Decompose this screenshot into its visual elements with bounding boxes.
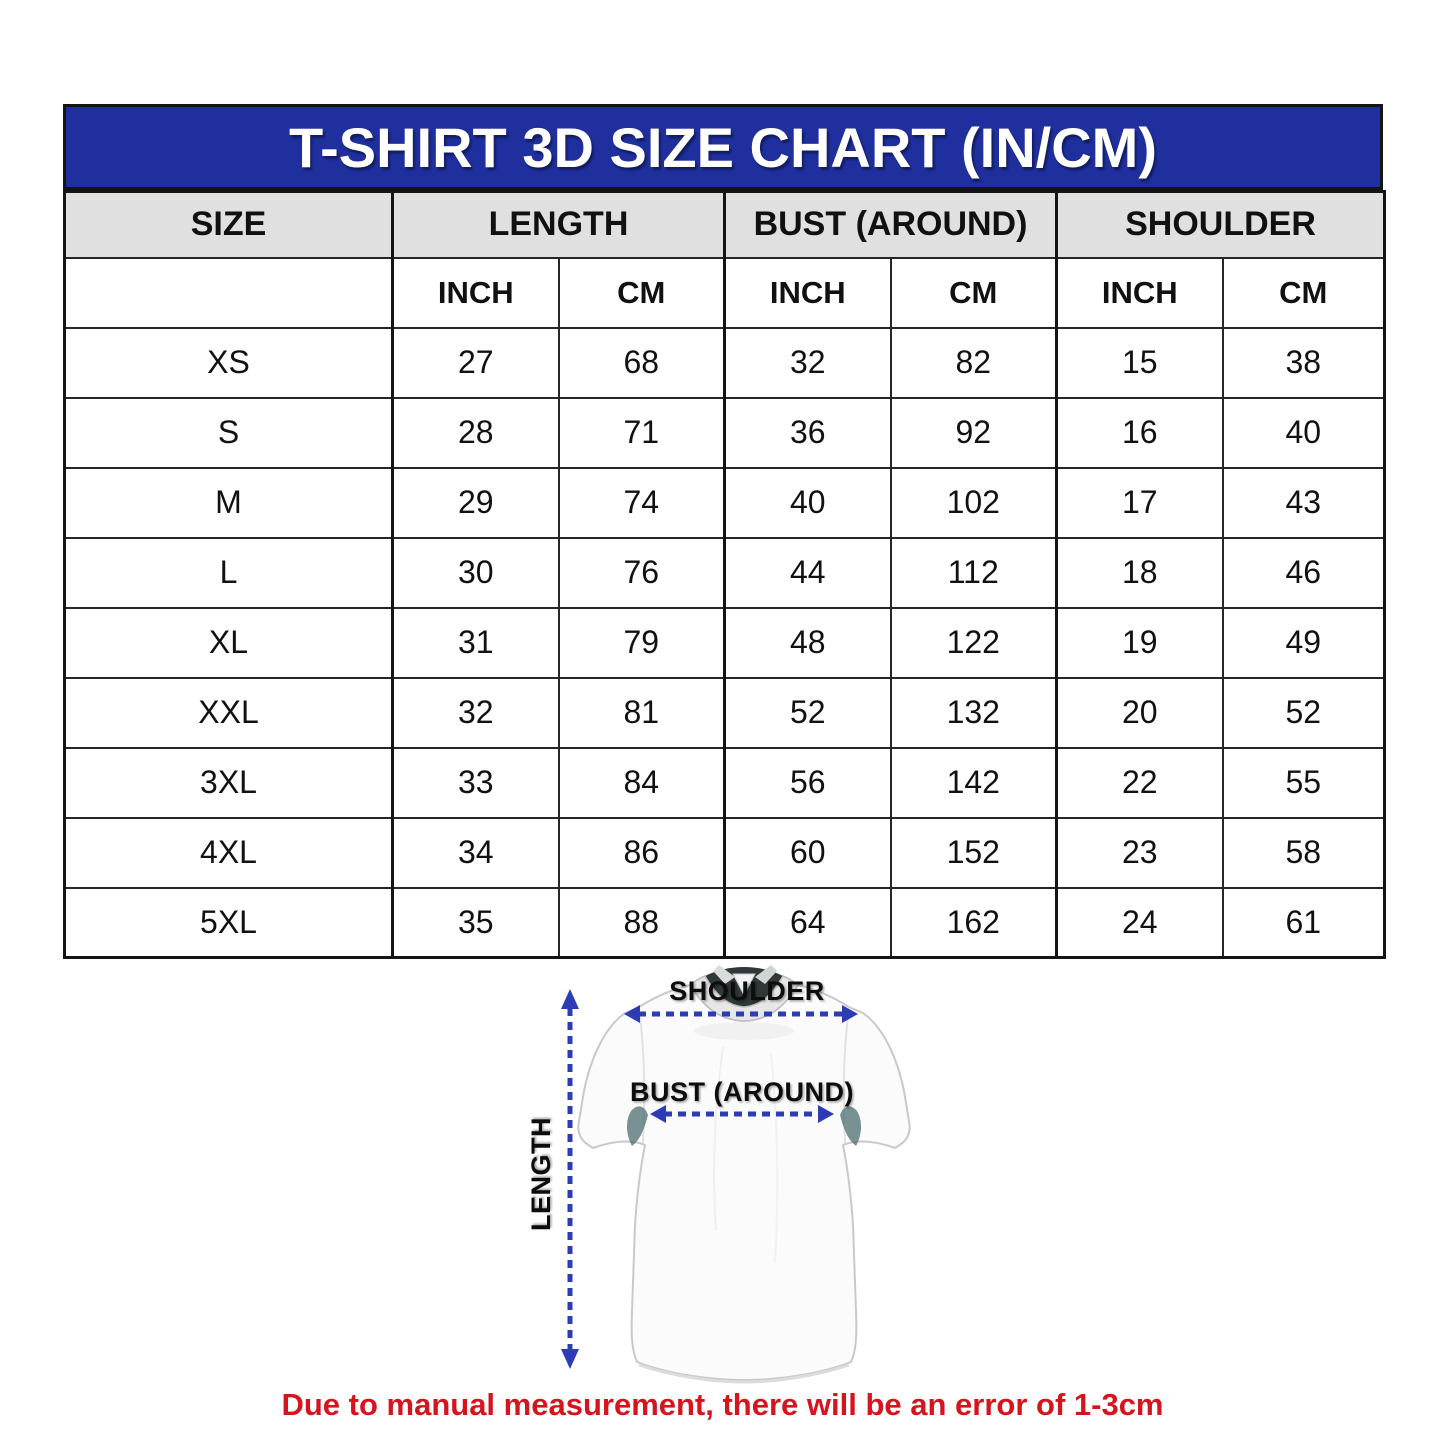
size-cell: L xyxy=(65,538,393,608)
col-header-shoulder: SHOULDER xyxy=(1057,192,1385,258)
value-cell: 82 xyxy=(891,328,1057,398)
value-cell: 52 xyxy=(725,678,891,748)
value-cell: 23 xyxy=(1057,818,1223,888)
bust-measure-label: BUST (AROUND) xyxy=(630,1077,854,1107)
value-cell: 17 xyxy=(1057,468,1223,538)
tshirt-measurement-diagram xyxy=(500,956,960,1400)
value-cell: 68 xyxy=(559,328,725,398)
unit-header-bust-inch: INCH xyxy=(725,258,891,328)
col-header-size: SIZE xyxy=(65,192,393,258)
table-row-xl xyxy=(65,608,1385,678)
value-cell: 32 xyxy=(393,678,559,748)
unit-header-length-inch: INCH xyxy=(393,258,559,328)
value-cell: 16 xyxy=(1057,398,1223,468)
value-cell: 60 xyxy=(725,818,891,888)
value-cell: 40 xyxy=(1223,398,1385,468)
shoulder-measure-label: SHOULDER xyxy=(669,976,825,1006)
value-cell: 15 xyxy=(1057,328,1223,398)
value-cell: 74 xyxy=(559,468,725,538)
table-row-4xl xyxy=(65,818,1385,888)
col-header-length: LENGTH xyxy=(393,192,725,258)
size-cell: M xyxy=(65,468,393,538)
table-row-s xyxy=(65,398,1385,468)
value-cell: 43 xyxy=(1223,468,1385,538)
tshirt-body xyxy=(578,985,909,1380)
table-row-xxl xyxy=(65,678,1385,748)
value-cell: 64 xyxy=(725,888,891,958)
title-banner xyxy=(63,104,1383,190)
value-cell: 132 xyxy=(891,678,1057,748)
page-title: T-SHIRT 3D SIZE CHART (IN/CM) xyxy=(289,115,1157,179)
value-cell: 122 xyxy=(891,608,1057,678)
value-cell: 71 xyxy=(559,398,725,468)
size-cell: 5XL xyxy=(65,888,393,958)
value-cell: 55 xyxy=(1223,748,1385,818)
value-cell: 18 xyxy=(1057,538,1223,608)
col-header-bust: BUST (AROUND) xyxy=(725,192,1057,258)
value-cell: 88 xyxy=(559,888,725,958)
tshirt-illustration xyxy=(500,956,960,1400)
value-cell: 32 xyxy=(725,328,891,398)
unit-header-bust-cm: CM xyxy=(891,258,1057,328)
size-cell: XS xyxy=(65,328,393,398)
table-row-3xl xyxy=(65,748,1385,818)
value-cell: 79 xyxy=(559,608,725,678)
value-cell: 24 xyxy=(1057,888,1223,958)
value-cell: 52 xyxy=(1223,678,1385,748)
value-cell: 34 xyxy=(393,818,559,888)
value-cell: 84 xyxy=(559,748,725,818)
value-cell: 19 xyxy=(1057,608,1223,678)
value-cell: 35 xyxy=(393,888,559,958)
table-row-l xyxy=(65,538,1385,608)
value-cell: 61 xyxy=(1223,888,1385,958)
group-header-row xyxy=(65,192,1385,258)
value-cell: 30 xyxy=(393,538,559,608)
unit-header-length-cm: CM xyxy=(559,258,725,328)
unit-header-row xyxy=(65,258,1385,328)
value-cell: 142 xyxy=(891,748,1057,818)
value-cell: 28 xyxy=(393,398,559,468)
value-cell: 76 xyxy=(559,538,725,608)
value-cell: 46 xyxy=(1223,538,1385,608)
value-cell: 27 xyxy=(393,328,559,398)
value-cell: 86 xyxy=(559,818,725,888)
length-arrow-icon xyxy=(561,989,579,1369)
value-cell: 58 xyxy=(1223,818,1385,888)
value-cell: 162 xyxy=(891,888,1057,958)
value-cell: 92 xyxy=(891,398,1057,468)
value-cell: 22 xyxy=(1057,748,1223,818)
value-cell: 38 xyxy=(1223,328,1385,398)
value-cell: 49 xyxy=(1223,608,1385,678)
size-cell: XXL xyxy=(65,678,393,748)
measurement-disclaimer: Due to manual measurement, there will be an error of 1-3cm xyxy=(281,1387,1164,1422)
value-cell: 102 xyxy=(891,468,1057,538)
value-cell: 40 xyxy=(725,468,891,538)
length-measure-label: LENGTH xyxy=(526,1117,556,1231)
table-row-m xyxy=(65,468,1385,538)
size-cell: XL xyxy=(65,608,393,678)
value-cell: 36 xyxy=(725,398,891,468)
size-cell: S xyxy=(65,398,393,468)
value-cell: 112 xyxy=(891,538,1057,608)
size-cell: 4XL xyxy=(65,818,393,888)
table-row-xs xyxy=(65,328,1385,398)
value-cell: 48 xyxy=(725,608,891,678)
value-cell: 44 xyxy=(725,538,891,608)
table-row-5xl xyxy=(65,888,1385,958)
unit-header-shoulder-inch: INCH xyxy=(1057,258,1223,328)
value-cell: 56 xyxy=(725,748,891,818)
value-cell: 29 xyxy=(393,468,559,538)
value-cell: 31 xyxy=(393,608,559,678)
value-cell: 152 xyxy=(891,818,1057,888)
size-chart-table xyxy=(63,190,1386,959)
unit-header-shoulder-cm: CM xyxy=(1223,258,1385,328)
value-cell: 33 xyxy=(393,748,559,818)
unit-header-empty-cell xyxy=(65,258,393,328)
value-cell: 20 xyxy=(1057,678,1223,748)
size-cell: 3XL xyxy=(65,748,393,818)
value-cell: 81 xyxy=(559,678,725,748)
